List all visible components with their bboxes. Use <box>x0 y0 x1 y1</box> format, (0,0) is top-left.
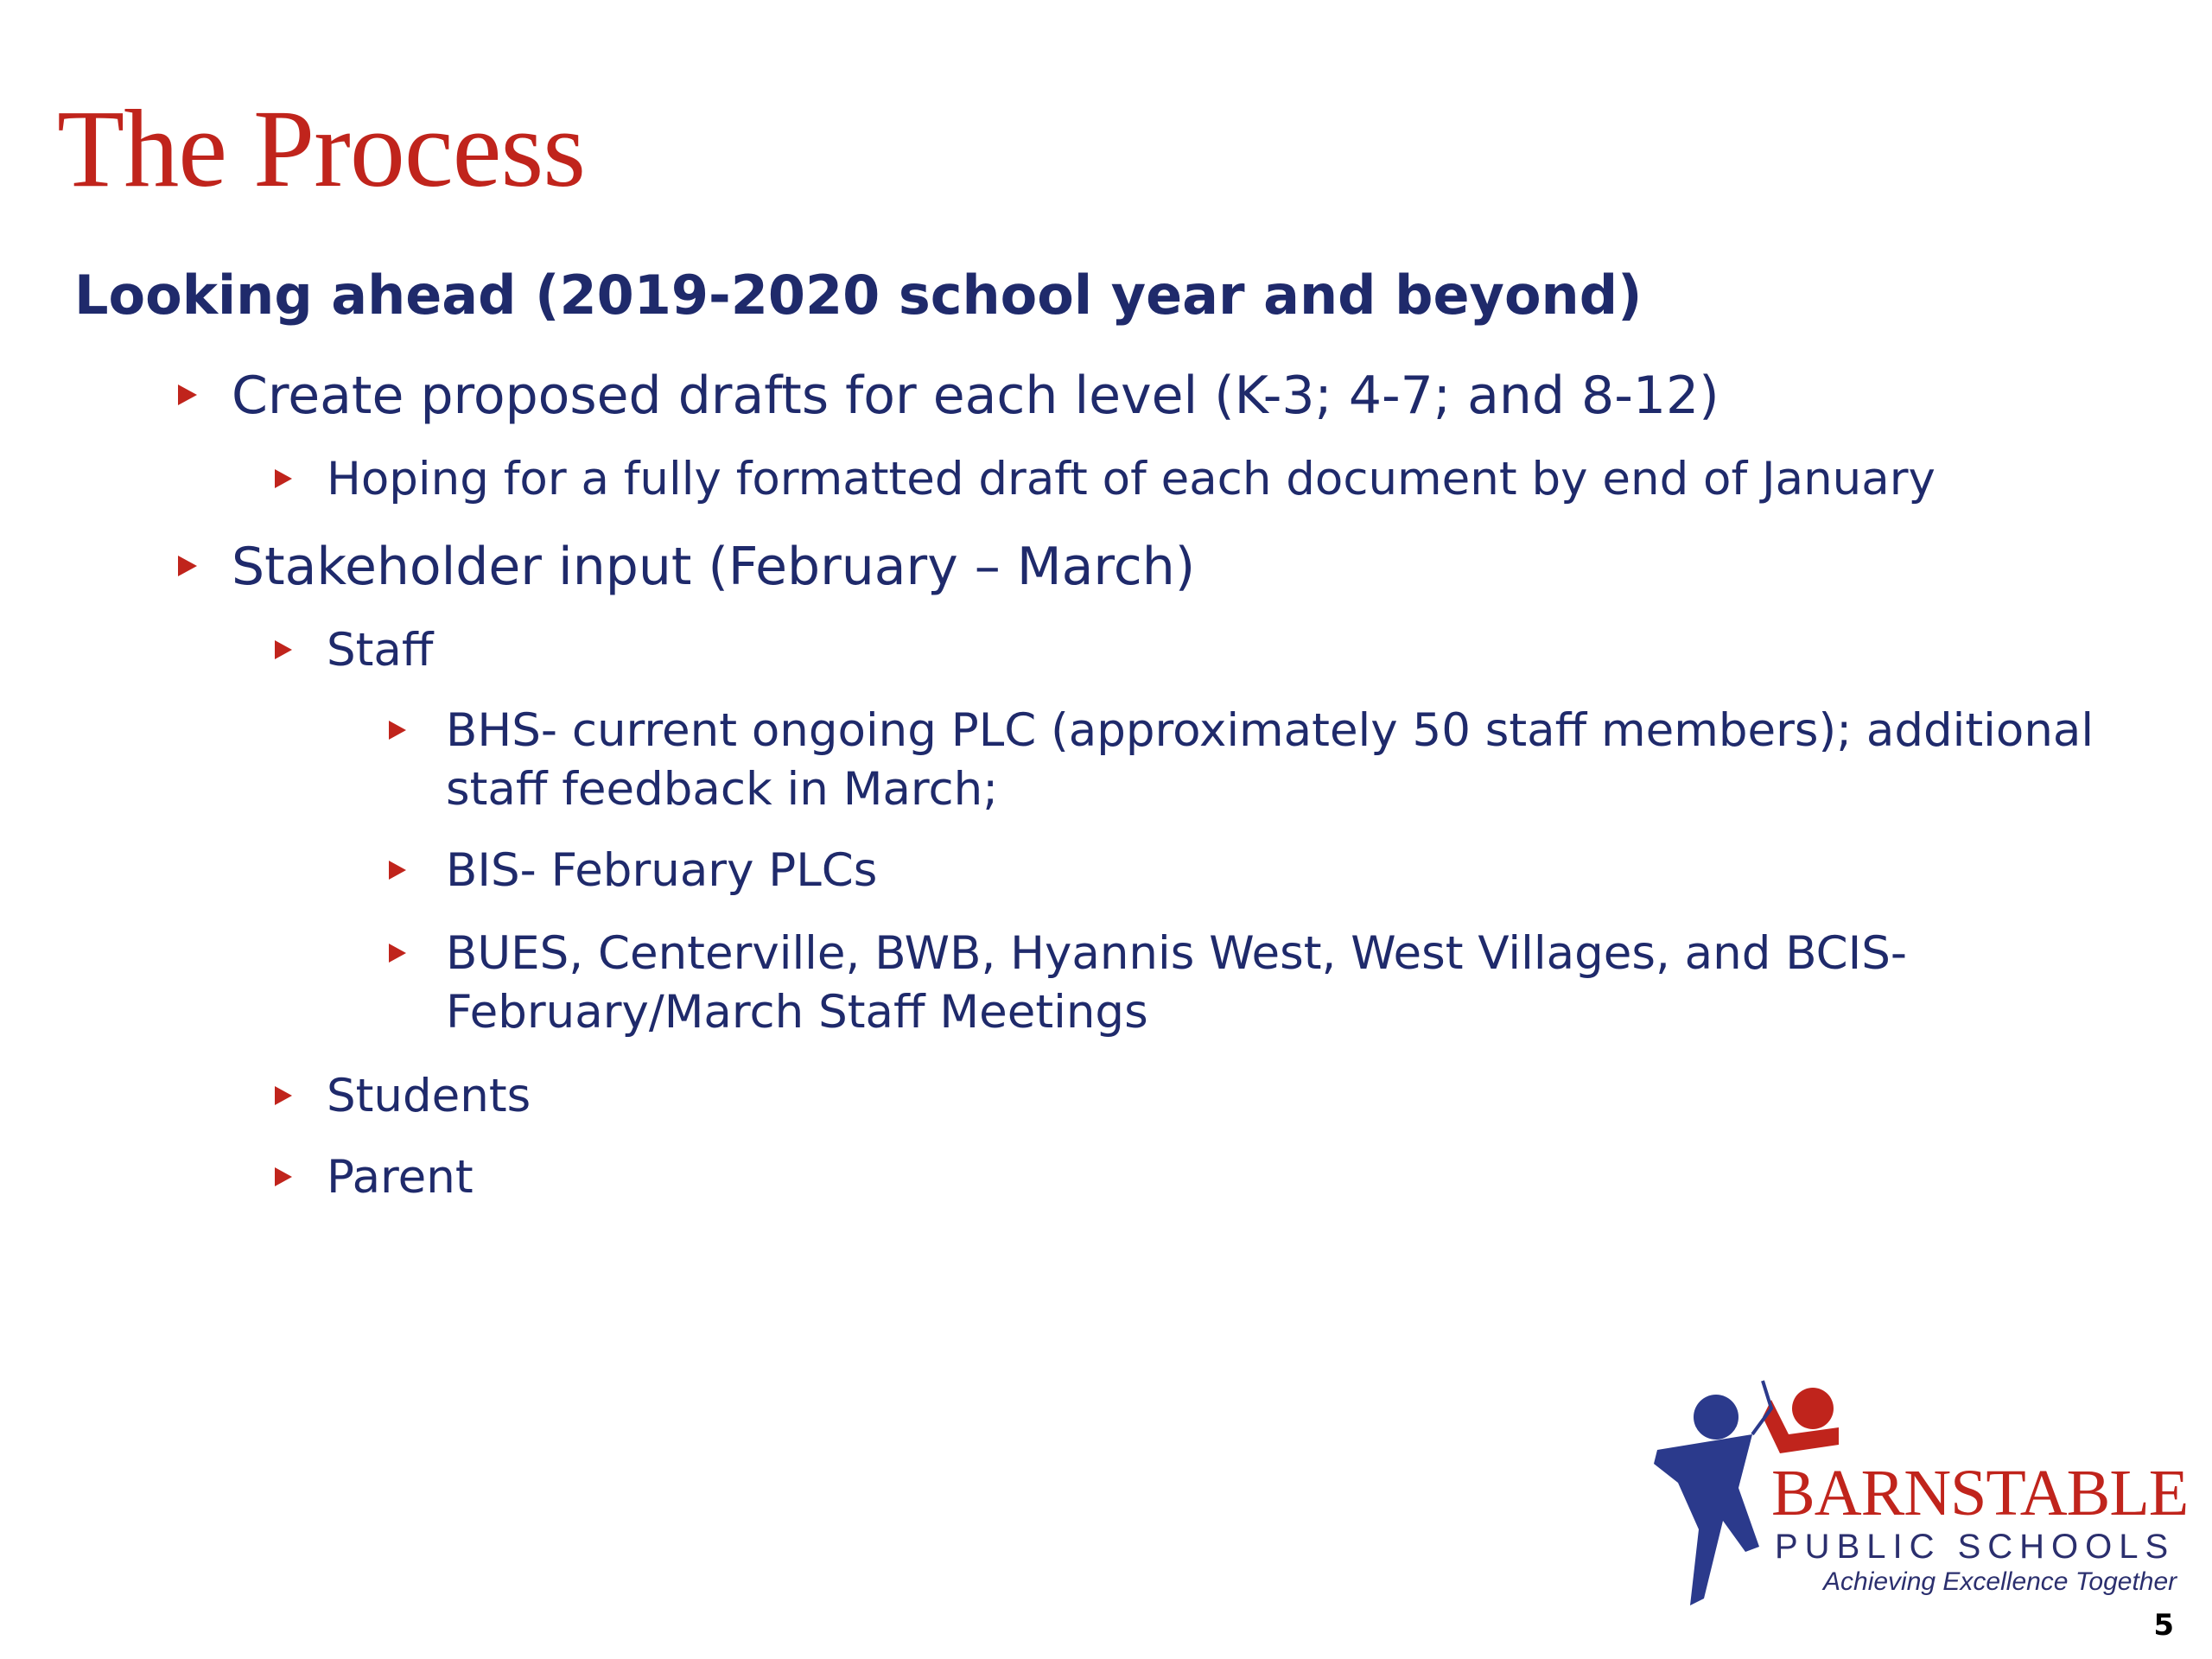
bullet-item <box>178 536 1195 598</box>
bullet-item <box>389 842 2160 900</box>
bullet-text: Create proposed drafts for each level (K-3; 4-7; and 8-12) <box>232 365 1719 426</box>
bullet-text: BIS- February PLCs <box>446 844 878 897</box>
bullet-text: Students <box>327 1070 531 1122</box>
bullet-arrow-icon <box>178 385 197 405</box>
bullet-arrow-icon <box>275 640 292 659</box>
logo-name: BARNSTABLE <box>1771 1457 2189 1529</box>
bullet-arrow-icon <box>275 1086 292 1105</box>
bullet-arrow-icon <box>275 469 292 488</box>
bullet-arrow-icon <box>389 861 406 880</box>
bullet-text: Stakeholder input (February – March) <box>232 537 1196 597</box>
school-logo <box>1642 1374 2195 1633</box>
logo-tagline: Achieving Excellence Together <box>1823 1567 2177 1596</box>
bullet-item <box>275 1149 474 1206</box>
logo-subtitle: PUBLIC SCHOOLS <box>1775 1528 2176 1566</box>
page-number: 5 <box>2153 1608 2174 1643</box>
slide-subtitle: Looking ahead (2019-2020 school year and beyond) <box>74 264 1643 327</box>
bullet-text: BHS- current ongoing PLC (approximately 50 staff members); additional staff feedback in March; <box>446 704 2094 816</box>
slide-title: The Process <box>57 87 586 210</box>
bullet-item <box>389 925 2160 1042</box>
bullet-arrow-icon <box>275 1167 292 1186</box>
bullet-text: Parent <box>327 1151 474 1204</box>
bullet-item <box>275 451 1936 508</box>
bullet-item <box>178 365 1719 427</box>
bullet-text: Hoping for a fully formatted draft of each document by end of January <box>327 453 1936 505</box>
bullet-text: Staff <box>327 624 434 677</box>
bullet-text: BUES, Centerville, BWB, Hyannis West, West Villages, and BCIS- February/March Staff Meetings <box>446 927 1908 1039</box>
bullet-arrow-icon <box>389 721 406 740</box>
bullet-arrow-icon <box>389 944 406 963</box>
bullet-item <box>275 622 433 679</box>
bullet-item <box>275 1068 531 1125</box>
bullet-item <box>389 702 2160 819</box>
bullet-arrow-icon <box>178 556 197 576</box>
